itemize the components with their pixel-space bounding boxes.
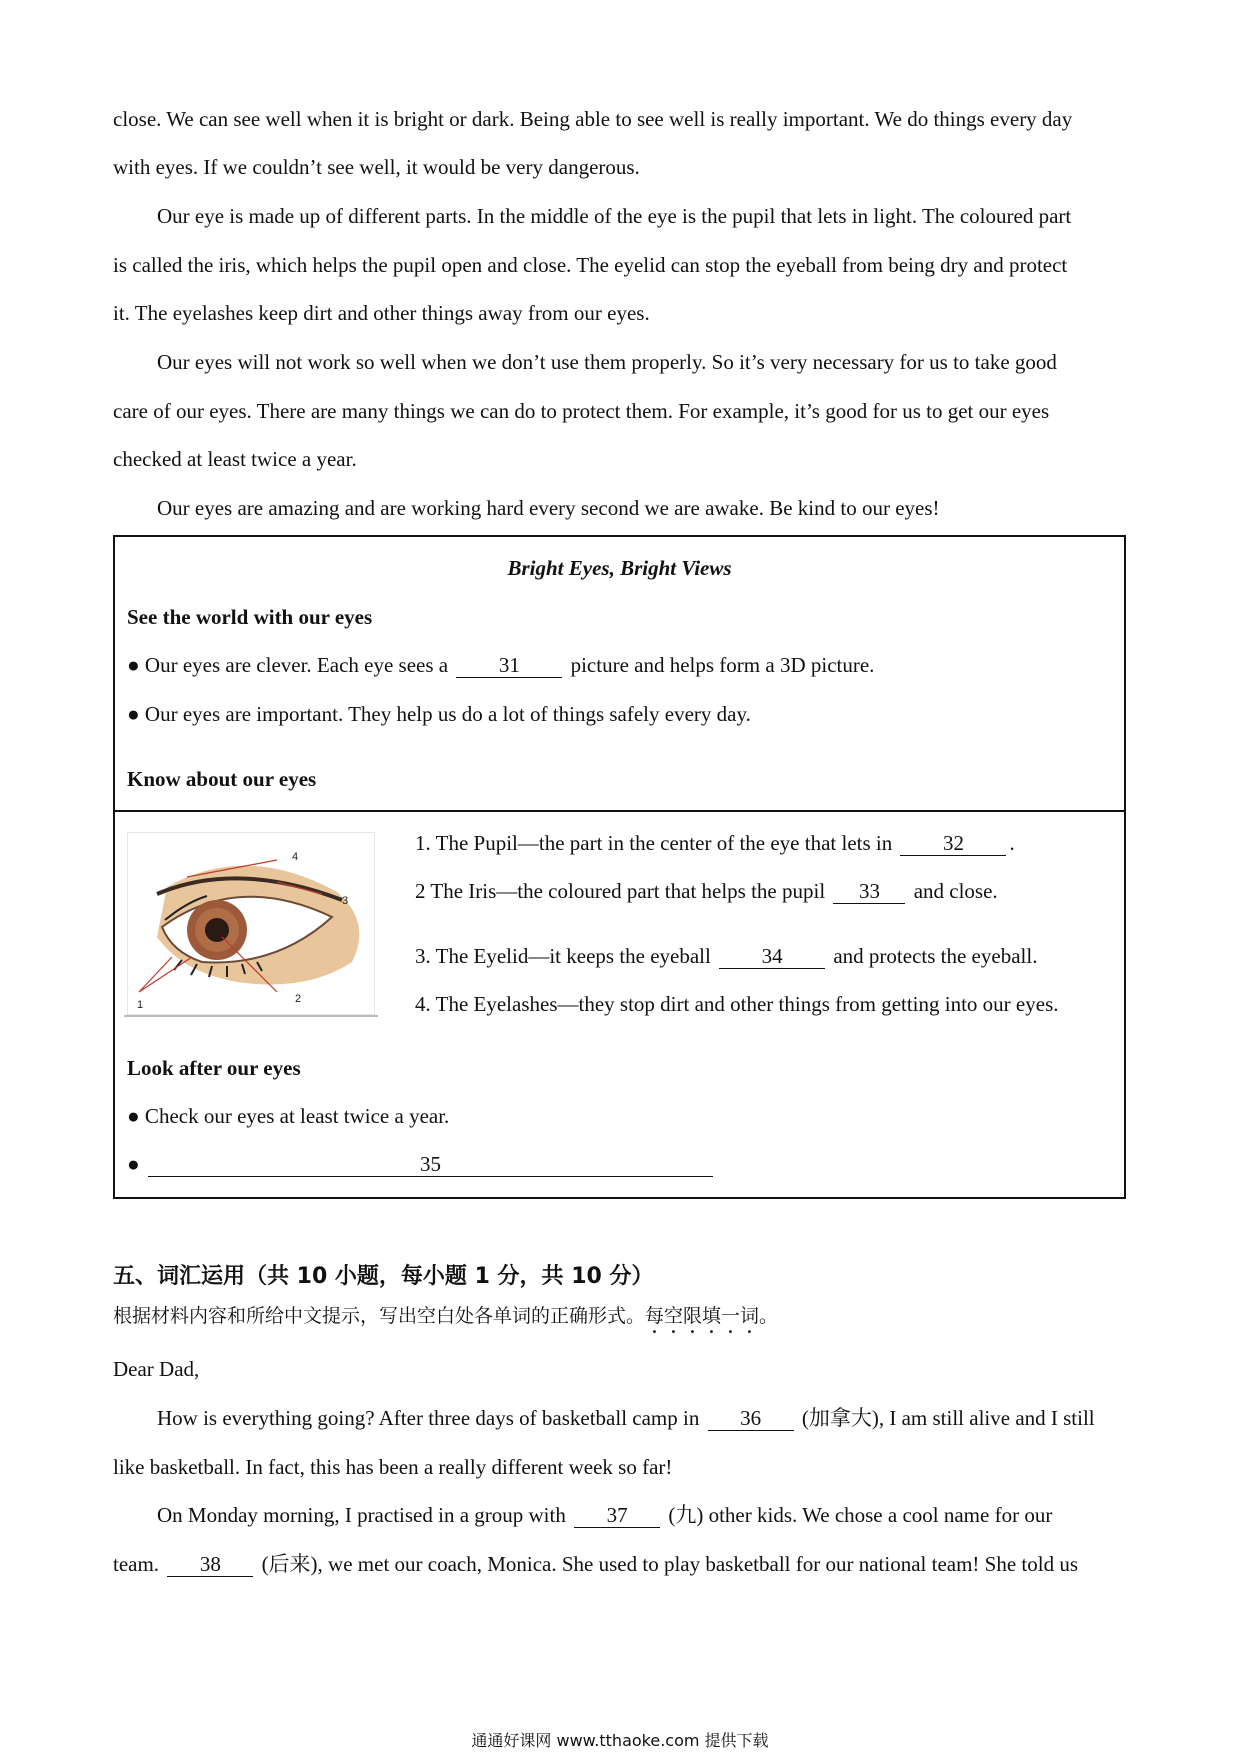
diagram-label: 4 [292, 851, 299, 863]
passage-line: it. The eyelashes keep dirt and other things away from our eyes. [113, 301, 650, 325]
letter-line: team. 38 (后来), we met our coach, Monica. She used to play basketball for our national team! She told us [113, 1552, 1079, 1576]
box-bullet: ● Our eyes are important. They help us do a lot of things safely every day. [127, 702, 751, 726]
answer-blank-32[interactable]: 32 [900, 831, 1006, 856]
page-footer: 通通好课网 www.tthaoke.com 提供下载 [471, 1731, 769, 1750]
passage-line: care of our eyes. There are many things we can do to protect them. For example, it’s good for us to get our eyes [113, 399, 1050, 423]
box-heading-look: Look after our eyes [127, 1056, 301, 1080]
image-shadow [124, 1015, 378, 1017]
box-bullet: ● Check our eyes at least twice a year. [127, 1104, 450, 1128]
eye-part-item: 2 The Iris—the coloured part that helps the pupil 33 and close. [415, 879, 998, 903]
box-bullet: ● 35 [127, 1150, 1147, 1178]
answer-blank-35[interactable]: 35 [148, 1152, 713, 1177]
eye-part-item: 4. The Eyelashes—they stop dirt and other things from getting into our eyes. [415, 992, 1059, 1016]
passage-line: Our eye is made up of different parts. In the middle of the eye is the pupil that lets in light. The coloured part [157, 204, 1072, 228]
answer-blank-36[interactable]: 36 [708, 1406, 794, 1431]
box-bullet: ● Our eyes are clever. Each eye sees a 31 picture and helps form a 3D picture. [127, 653, 875, 677]
letter-line: like basketball. In fact, this has been a really different week so far! [113, 1455, 673, 1479]
passage-line: checked at least twice a year. [113, 447, 357, 471]
letter-line: On Monday morning, I practised in a group with 37 (九) other kids. We chose a cool name for our [157, 1503, 1053, 1527]
eye-part-item: 1. The Pupil—the part in the center of the eye that lets in 32 . [415, 831, 1015, 855]
letter-line: How is everything going? After three days of basketball camp in 36 (加拿大), I am still alive and I still [157, 1406, 1095, 1430]
box-heading-see: See the world with our eyes [127, 605, 373, 629]
box-divider [113, 810, 1126, 812]
answer-blank-33[interactable]: 33 [833, 879, 905, 904]
diagram-label: 2 [295, 993, 302, 1005]
box-title: Bright Eyes, Bright Views [507, 556, 732, 580]
section-instruction: 根据材料内容和所给中文提示，写出空白处各单词的正确形式。每空限填一词。 [113, 1305, 779, 1327]
eye-diagram-image [127, 832, 375, 1015]
letter-salutation: Dear Dad, [113, 1357, 200, 1381]
answer-blank-38[interactable]: 38 [167, 1552, 253, 1577]
answer-blank-37[interactable]: 37 [574, 1503, 660, 1528]
answer-blank-31[interactable]: 31 [456, 653, 562, 678]
passage-line: is called the iris, which helps the pupil open and close. The eyelid can stop the eyeball from being dry and protect [113, 253, 1068, 277]
passage-line: Our eyes will not work so well when we don’t use them properly. So it’s very necessary for us to take good [157, 350, 1057, 374]
diagram-label: 1 [137, 999, 144, 1011]
passage-line: close. We can see well when it is bright or dark. Being able to see well is really important. We do things every day [113, 107, 1073, 131]
passage-line: Our eyes are amazing and are working hard every second we are awake. Be kind to our eyes! [157, 496, 940, 520]
answer-blank-34[interactable]: 34 [719, 944, 825, 969]
section-heading: 五、词汇运用（共 10 小题，每小题 1 分，共 10 分） [113, 1264, 654, 1289]
passage-line: with eyes. If we couldn’t see well, it would be very dangerous. [113, 155, 640, 179]
box-heading-know: Know about our eyes [127, 767, 317, 791]
eye-part-item: 3. The Eyelid—it keeps the eyeball 34 and protects the eyeball. [415, 944, 1038, 968]
diagram-label: 3 [342, 895, 349, 907]
